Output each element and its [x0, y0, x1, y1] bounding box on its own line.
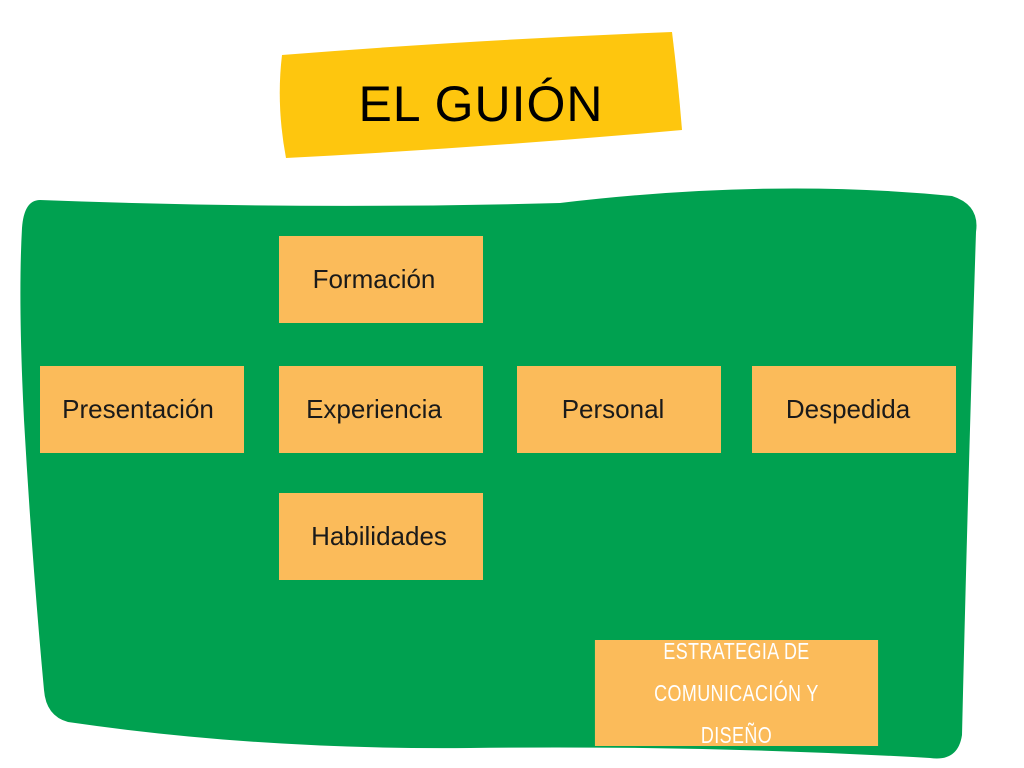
node-despedida-label: Despedida — [785, 394, 911, 424]
strategy-box — [595, 640, 878, 746]
node-habilidades — [279, 493, 483, 580]
node-habilidades-label: Habilidades — [311, 521, 447, 551]
node-experiencia-label: Experiencia — [306, 394, 442, 424]
node-despedida — [752, 366, 956, 453]
node-personal-label: Personal — [561, 394, 665, 424]
node-personal — [517, 366, 721, 453]
node-formacion — [279, 236, 483, 323]
page-title: EL GUIÓN — [358, 76, 604, 132]
node-formacion-label: Formación — [312, 264, 436, 294]
strategy-label: ESTRATEGIA DE COMUNICACIÓN Y DISEÑO — [654, 638, 819, 748]
node-experiencia — [279, 366, 483, 453]
node-presentacion — [40, 366, 244, 453]
node-presentacion-label: Presentación — [62, 394, 214, 424]
